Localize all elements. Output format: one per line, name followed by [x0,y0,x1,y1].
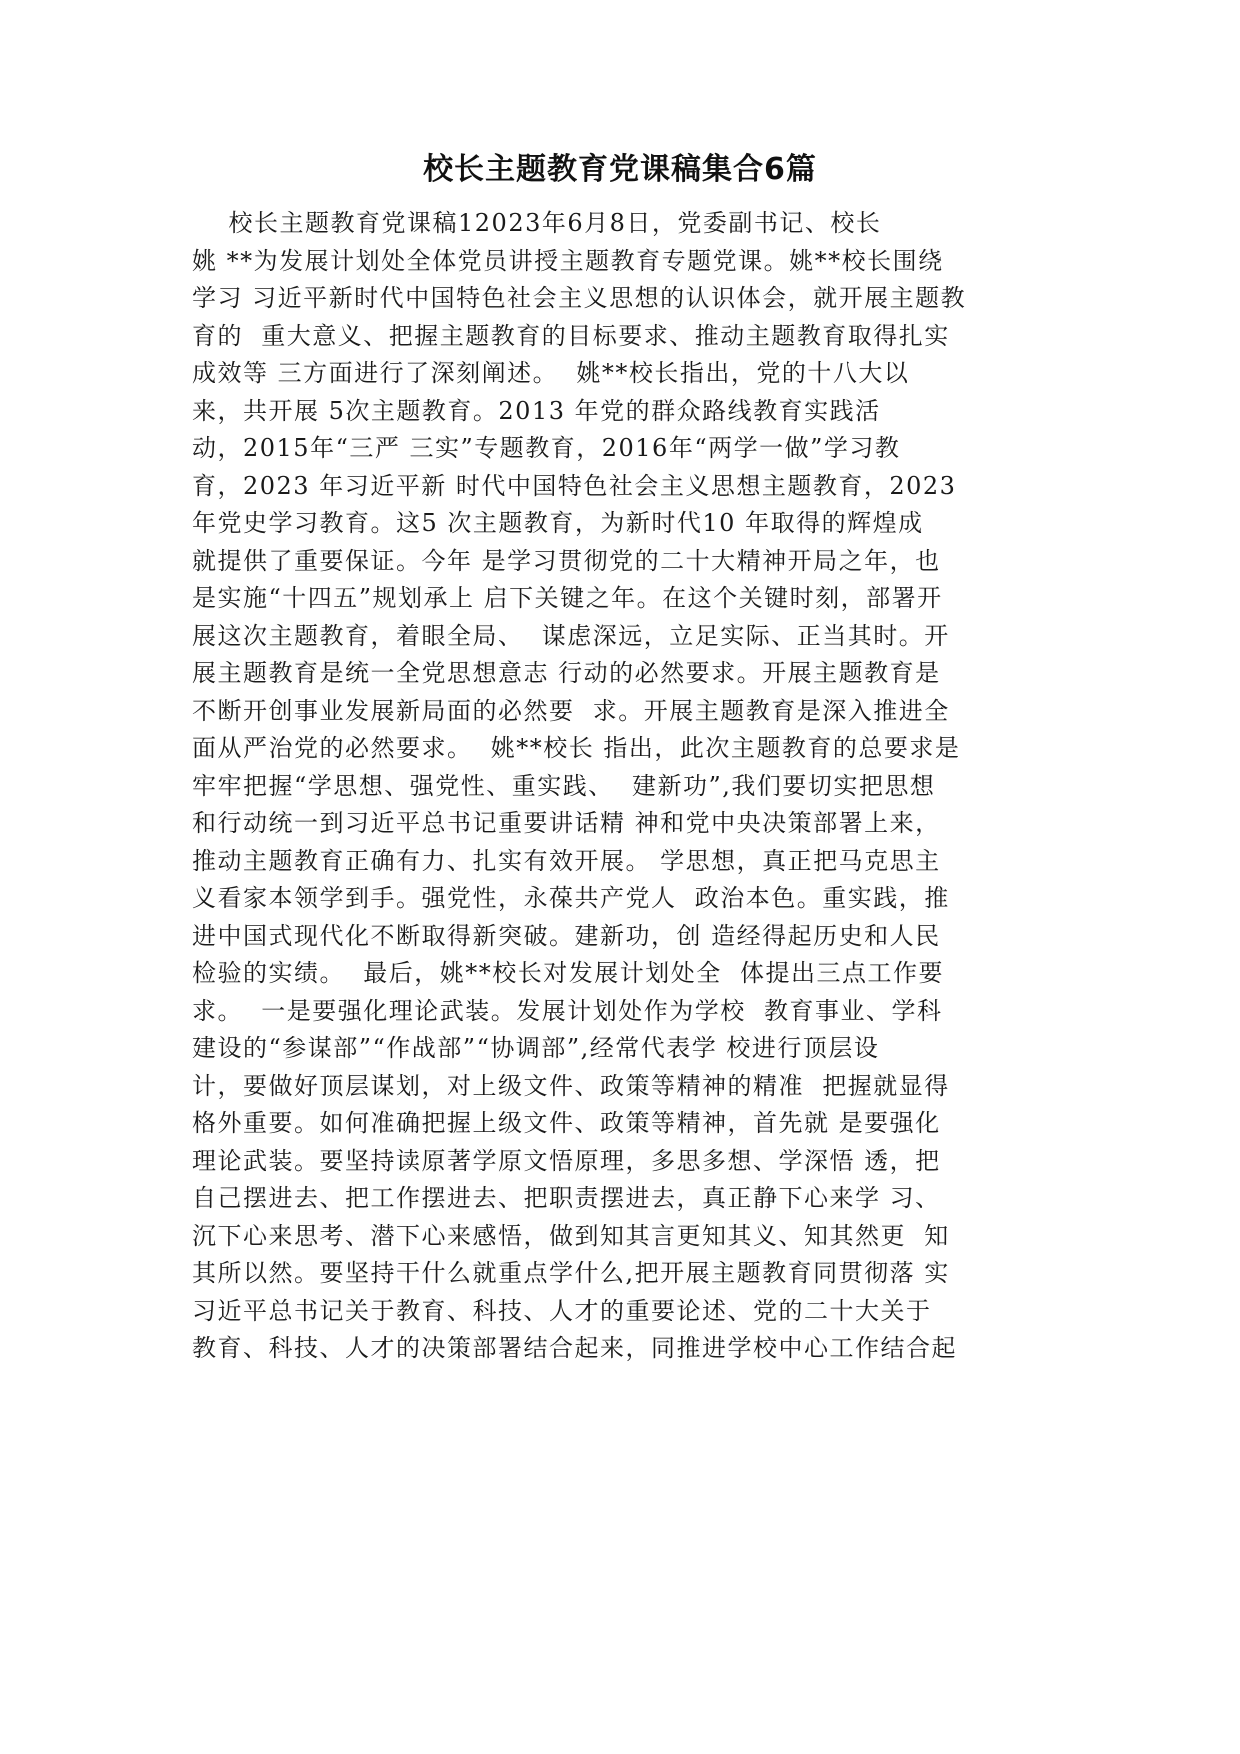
body-line: 就提供了重要保证。今年 是学习贯彻党的二十大精神开局之年，也 [192,546,941,575]
document-body [192,205,1052,1368]
body-line: 自己摆进去、把工作摆进去、把职责摆进去，真正静下心来学 习、 [192,1184,941,1212]
body-line: 姚 **为发展计划处全体党员讲授主题教育专题党课。姚**校长围绕 [192,246,944,275]
body-line: 和行动统一到习近平总书记重要讲话精 神和党中央决策部署上来， [192,809,941,837]
body-line: 理论武装。要坚持读原著学原文悟原理，多思多想、学深悟 透，把 [192,1146,941,1175]
body-line: 义看家本领学到手。强党性，永葆共产党人 政治本色。重实践，推 [192,884,950,912]
body-line: 是实施“十四五”规划承上 启下关键之年。在这个关键时刻，部署开 [192,584,943,612]
body-line: 沉下心来思考、潜下心来感悟，做到知其言更知其义、知其然更 知 [192,1221,950,1250]
body-line: 动，2015年“三严 三实”专题教育，2016年“两学一做”学习教 [192,434,901,462]
body-line: 推动主题教育正确有力、扎实有效开展。 学思想，真正把马克思主 [192,846,941,875]
document-title: 校长主题教育党课稿集合6篇 [423,152,817,187]
body-line: 来，共开展 5次主题教育。2013 年党的群众路线教育实践活 [192,396,881,425]
body-line: 牢牢把握“学思想、强党性、重实践、 建新功”,我们要切实把思想 [192,771,936,800]
body-line: 其所以然。要坚持干什么就重点学什么,把开展主题教育同贯彻落 实 [192,1259,950,1287]
body-line: 习近平总书记关于教育、科技、人才的重要论述、党的二十大关于 [192,1296,932,1325]
body-line: 求。 一是要强化理论武装。发展计划处作为学校 教育事业、学科 [192,996,943,1025]
body-line: 面从严治党的必然要求。 姚**校长 指出，此次主题教育的总要求是 [192,734,961,762]
body-line: 计，要做好顶层谋划，对上级文件、政策等精神的精准 把握就显得 [192,1071,950,1100]
body-line: 教育、科技、人才的决策部署结合起来，同推进学校中心工作结合起 [192,1334,957,1362]
body-line: 不断开创事业发展新局面的必然要 求。开展主题教育是深入推进全 [192,696,950,725]
body-line: 检验的实绩。 最后，姚**校长对发展计划处全 体提出三点工作要 [192,959,945,987]
body-line: 展主题教育是统一全党思想意志 行动的必然要求。开展主题教育是 [192,659,941,687]
body-line: 育，2023 年习近平新 时代中国特色社会主义思想主题教育，2023 [192,471,957,500]
body-line: 学习 习近平新时代中国特色社会主义思想的认识体会，就开展主题教 [192,284,967,312]
body-line: 年党史学习教育。这5 次主题教育，为新时代10 年取得的辉煌成 [192,509,924,537]
body-line: 格外重要。如何准确把握上级文件、政策等精神，首先就 是要强化 [192,1109,941,1137]
body-line: 育的 重大意义、把握主题教育的目标要求、推动主题教育取得扎实 [192,321,950,350]
body-line: 成效等 三方面进行了深刻阐述。 姚**校长指出，党的十八大以 [192,359,910,387]
body-line: 建设的“参谋部”“作战部”“协调部”,经常代表学 校进行顶层设 [192,1034,880,1062]
body-line: 校长主题教育党课稿12023年6月8日，党委副书记、校长 [192,209,882,237]
body-line: 展这次主题教育，着眼全局、 谋虑深远，立足实际、正当其时。开 [192,621,950,650]
body-line: 进中国式现代化不断取得新突破。建新功，创 造经得起历史和人民 [192,921,941,950]
